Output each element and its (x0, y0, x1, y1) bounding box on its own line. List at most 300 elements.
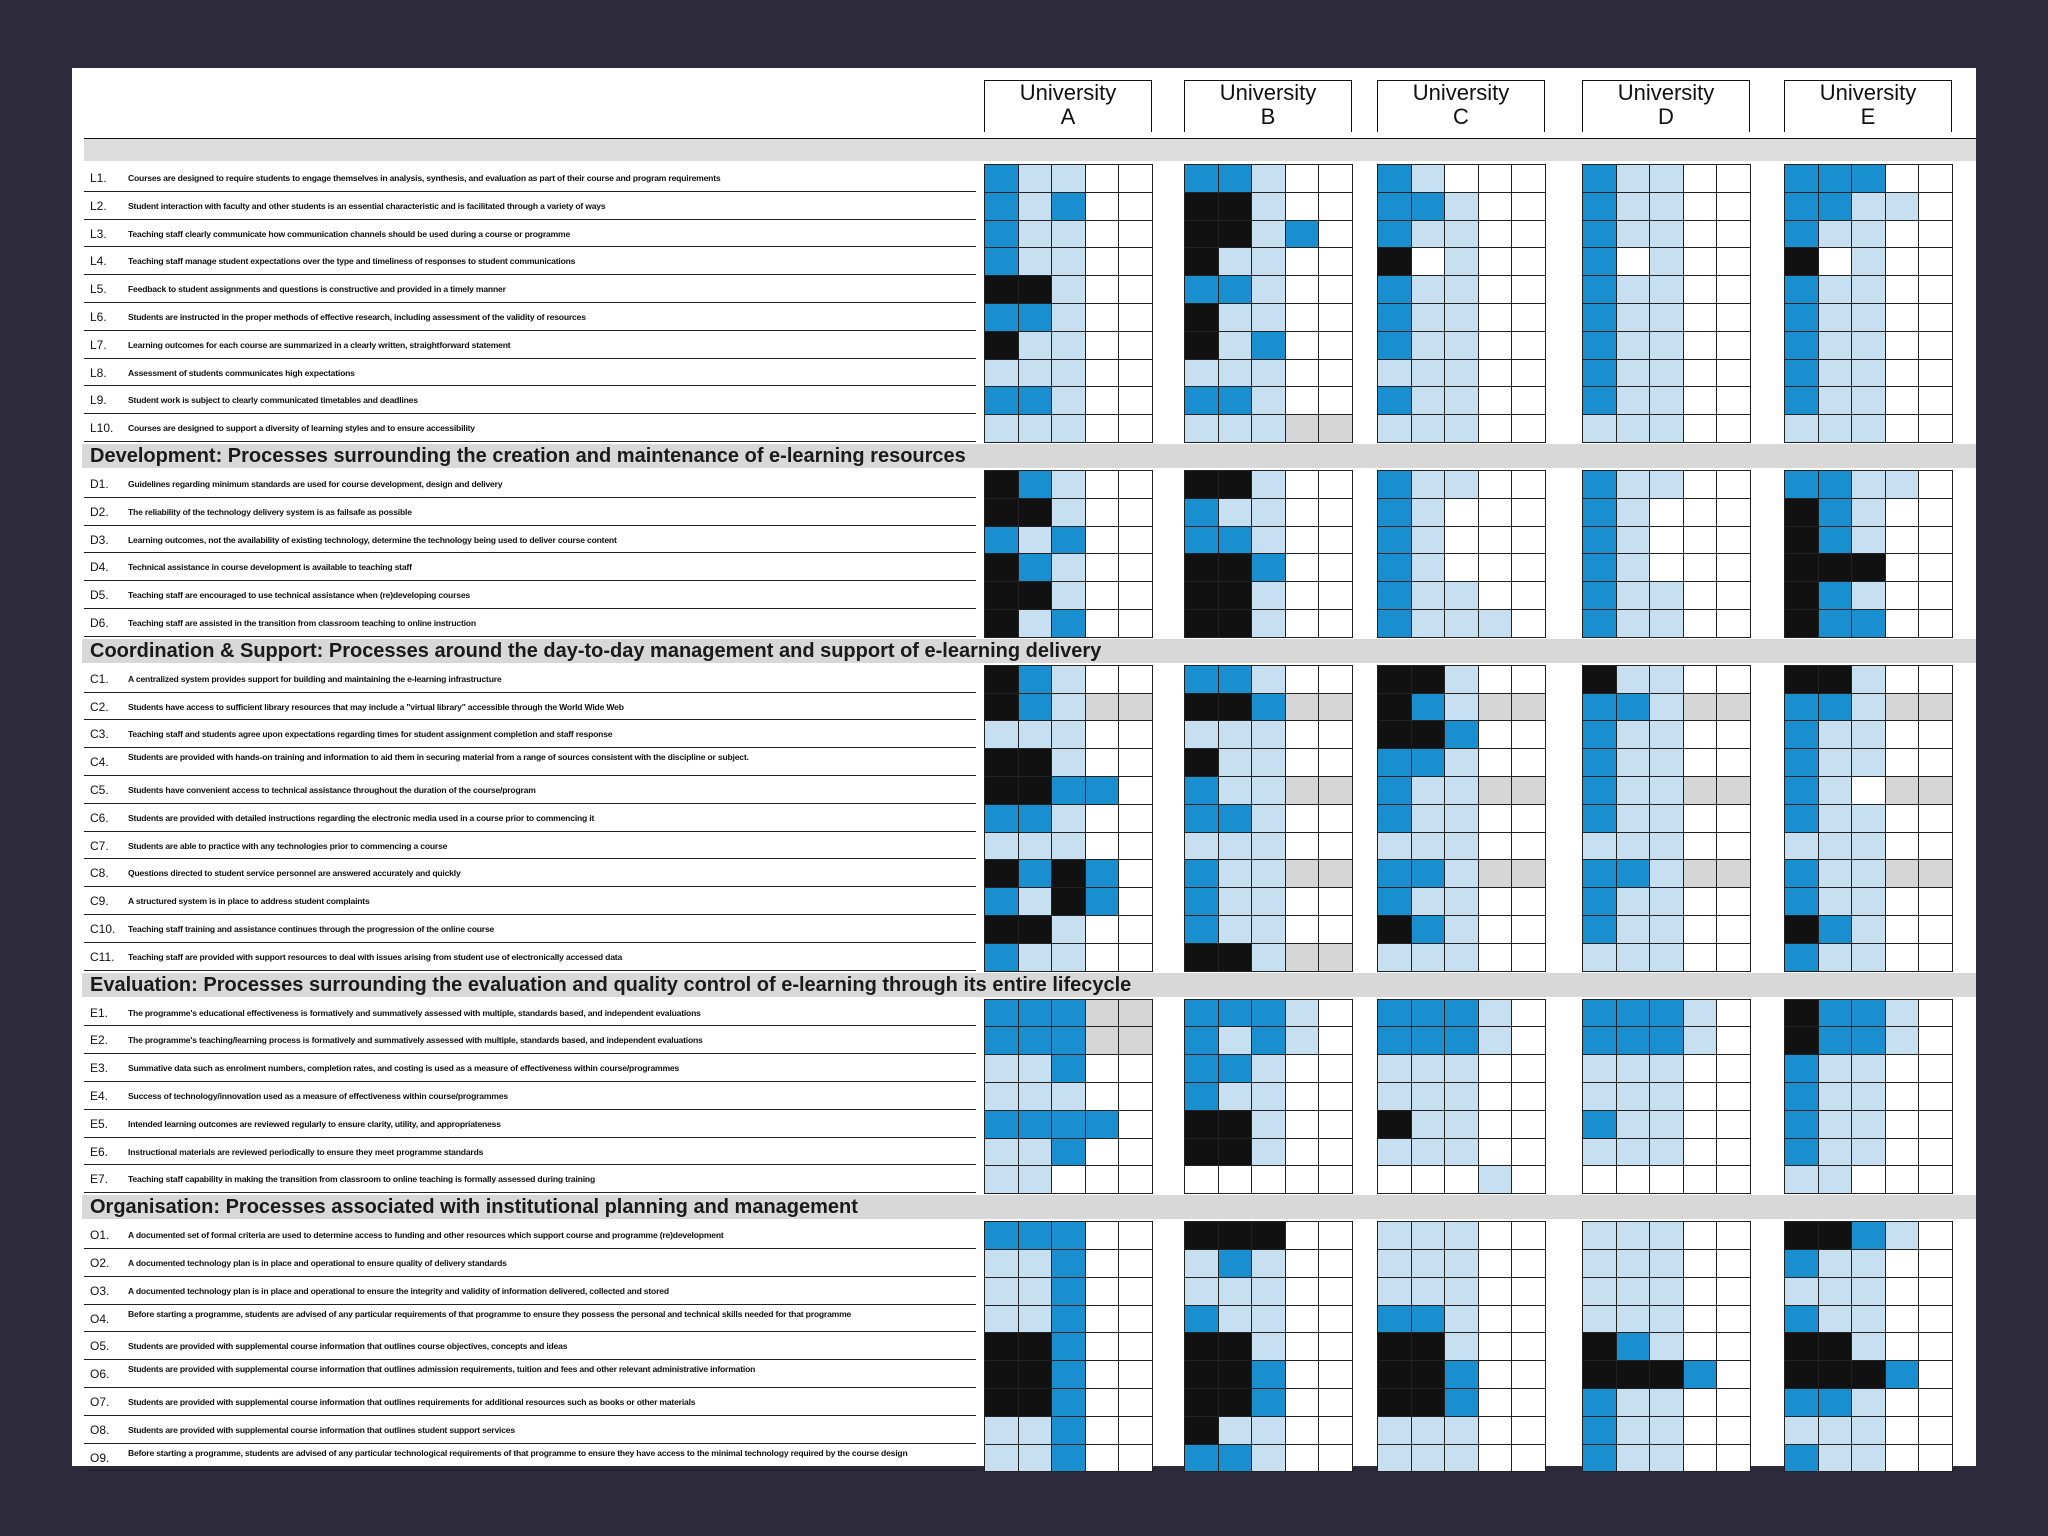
matrix-cell (1851, 498, 1886, 527)
matrix-cell (1616, 1026, 1651, 1055)
matrix-cell (984, 1416, 1019, 1445)
matrix-cell (1051, 776, 1086, 805)
matrix-cell (1616, 665, 1651, 694)
row-code: C7. (90, 838, 109, 853)
matrix-cell (1918, 887, 1953, 916)
matrix-cell (1511, 1221, 1546, 1250)
matrix-cell (1582, 943, 1617, 972)
matrix-cell (1051, 1165, 1086, 1194)
matrix-cell (1285, 665, 1320, 694)
matrix-cell (1784, 1416, 1819, 1445)
matrix-cell (1318, 1332, 1353, 1361)
matrix-cell (1085, 859, 1120, 888)
matrix-cell (1649, 1249, 1684, 1278)
matrix-cell (1118, 1082, 1153, 1111)
row-criterion-text: Teaching staff are provided with support resources to deal with issues arising from student use of electronically accessed data (128, 951, 623, 962)
matrix-cell (1318, 693, 1353, 722)
matrix-cell (1318, 1388, 1353, 1417)
matrix-cell (1649, 526, 1684, 555)
matrix-cell (1818, 1305, 1853, 1334)
row-code: D6. (90, 616, 109, 630)
matrix-cell (1411, 1110, 1446, 1139)
matrix-cell (1582, 1277, 1617, 1306)
matrix-cell (1411, 665, 1446, 694)
row-criterion-text: The programme's educational effectiveness is formatively and summatively assessed with multiple, standards based, and independent evaluations (128, 1007, 701, 1018)
matrix-cell (1411, 832, 1446, 861)
matrix-cell (1085, 1444, 1120, 1473)
matrix-cell (1184, 1416, 1219, 1445)
matrix-cell (1851, 1054, 1886, 1083)
matrix-cell (1411, 553, 1446, 582)
matrix-cell (984, 1165, 1019, 1194)
row-code: E1. (90, 1005, 109, 1020)
matrix-cell (1478, 1360, 1513, 1389)
matrix-cell (1851, 1110, 1886, 1139)
row-code: E6. (90, 1144, 109, 1159)
matrix-cell (1683, 609, 1718, 638)
matrix-cell (1784, 1249, 1819, 1278)
row-code: C9. (90, 894, 109, 909)
row-criterion-text: Teaching staff capability in making the transition from classroom to online teaching is formally assessed during training (128, 1174, 596, 1185)
matrix-cell (1918, 720, 1953, 749)
matrix-cell (1851, 581, 1886, 610)
matrix-cell (1818, 526, 1853, 555)
matrix-cell (1616, 804, 1651, 833)
row-code: C3. (90, 727, 109, 742)
matrix-cell (1411, 1054, 1446, 1083)
matrix-cell (1411, 859, 1446, 888)
matrix-cell (1318, 303, 1353, 332)
matrix-cell (1683, 887, 1718, 916)
matrix-cell (1184, 776, 1219, 805)
matrix-cell (1085, 693, 1120, 722)
matrix-cell (1918, 470, 1953, 499)
matrix-cell (984, 1332, 1019, 1361)
matrix-cell (1582, 220, 1617, 249)
matrix-cell (984, 470, 1019, 499)
matrix-cell (1085, 275, 1120, 304)
row-criterion-text: A documented set of formal criteria are used to determine access to funding and other resources which support course and programme (re)development (128, 1230, 724, 1241)
matrix-cell (1218, 1388, 1253, 1417)
matrix-cell (1285, 303, 1320, 332)
matrix-cell (1118, 1249, 1153, 1278)
row-criterion-text: Before starting a programme, students are advised of any particular requirements of that programme to ensure they possess the personal and technical skills needed for that programme (128, 1308, 852, 1319)
matrix-cell (1784, 1332, 1819, 1361)
matrix-cell (1818, 581, 1853, 610)
matrix-cell (1683, 859, 1718, 888)
matrix-cell (1411, 470, 1446, 499)
row-code: D3. (90, 532, 109, 547)
matrix-cell (1918, 164, 1953, 193)
matrix-cell (1051, 1110, 1086, 1139)
matrix-cell (984, 1082, 1019, 1111)
matrix-cell (1444, 943, 1479, 972)
matrix-cell (1784, 804, 1819, 833)
matrix-cell (1582, 1416, 1617, 1445)
row-criterion-text: Teaching staff and students agree upon expectations regarding times for student assignment completion and staff response (128, 729, 613, 740)
matrix-cell (1444, 1138, 1479, 1167)
matrix-cell (1511, 1277, 1546, 1306)
matrix-cell (1582, 303, 1617, 332)
matrix-cell (1377, 1277, 1412, 1306)
matrix-cell (1377, 303, 1412, 332)
matrix-cell (1716, 1444, 1751, 1473)
matrix-cell (1118, 776, 1153, 805)
matrix-cell (1478, 303, 1513, 332)
matrix-cell (1478, 609, 1513, 638)
matrix-cell (1411, 1332, 1446, 1361)
matrix-cell (1285, 1165, 1320, 1194)
matrix-cell (1582, 470, 1617, 499)
matrix-cell (1478, 470, 1513, 499)
matrix-cell (1683, 693, 1718, 722)
row-code: O9. (90, 1450, 110, 1465)
matrix-cell (1118, 470, 1153, 499)
matrix-cell (1444, 1388, 1479, 1417)
row-divider (84, 219, 976, 220)
matrix-cell (1649, 1444, 1684, 1473)
matrix-cell (984, 220, 1019, 249)
matrix-cell (1411, 1360, 1446, 1389)
matrix-cell (1318, 887, 1353, 916)
matrix-cell (1285, 1332, 1320, 1361)
matrix-cell (1218, 220, 1253, 249)
matrix-cell (1716, 1138, 1751, 1167)
matrix-cell (1716, 164, 1751, 193)
matrix-cell (1851, 526, 1886, 555)
matrix-cell (1716, 804, 1751, 833)
matrix-cell (1716, 1388, 1751, 1417)
matrix-cell (1649, 915, 1684, 944)
matrix-cell (1218, 1416, 1253, 1445)
matrix-cell (1851, 359, 1886, 388)
matrix-cell (1184, 414, 1219, 443)
matrix-cell (1851, 720, 1886, 749)
matrix-cell (1511, 776, 1546, 805)
matrix-cell (1716, 665, 1751, 694)
matrix-cell (1218, 804, 1253, 833)
matrix-cell (1377, 748, 1412, 777)
matrix-cell (1218, 1026, 1253, 1055)
matrix-cell (1478, 915, 1513, 944)
matrix-cell (1184, 1360, 1219, 1389)
matrix-cell (1285, 1026, 1320, 1055)
matrix-cell (1649, 275, 1684, 304)
matrix-cell (1649, 1332, 1684, 1361)
matrix-cell (1285, 275, 1320, 304)
matrix-cell (1018, 164, 1053, 193)
matrix-cell (1885, 1138, 1920, 1167)
matrix-cell (1649, 414, 1684, 443)
row-criterion-text: Teaching staff training and assistance continues through the progression of the online course (128, 924, 495, 934)
matrix-cell (1444, 553, 1479, 582)
matrix-cell (1285, 1082, 1320, 1111)
matrix-cell (1051, 220, 1086, 249)
matrix-cell (1411, 331, 1446, 360)
matrix-cell (1478, 526, 1513, 555)
matrix-cell (1018, 275, 1053, 304)
matrix-cell (1851, 192, 1886, 221)
row-code: C11. (90, 949, 115, 964)
row-criterion-text: Students are provided with detailed instructions regarding the electronic media used in a course prior to commencing it (128, 812, 595, 823)
matrix-cell (1818, 331, 1853, 360)
row-divider (84, 1248, 976, 1249)
matrix-cell (1818, 1332, 1853, 1361)
matrix-cell (1818, 1026, 1853, 1055)
matrix-cell (1818, 1054, 1853, 1083)
matrix-cell (1851, 1305, 1886, 1334)
matrix-cell (1377, 414, 1412, 443)
row-divider (84, 497, 976, 498)
matrix-cell (1784, 1165, 1819, 1194)
matrix-cell (1377, 609, 1412, 638)
matrix-cell (1444, 832, 1479, 861)
matrix-cell (1918, 1416, 1953, 1445)
matrix-cell (1444, 1026, 1479, 1055)
matrix-cell (1251, 915, 1286, 944)
matrix-cell (1885, 247, 1920, 276)
matrix-cell (1118, 1305, 1153, 1334)
matrix-cell (1716, 693, 1751, 722)
matrix-cell (1085, 609, 1120, 638)
matrix-cell (1784, 1026, 1819, 1055)
matrix-cell (1511, 609, 1546, 638)
matrix-cell (1118, 1332, 1153, 1361)
matrix-cell (1511, 498, 1546, 527)
matrix-cell (1377, 275, 1412, 304)
matrix-cell (1885, 164, 1920, 193)
row-divider (84, 886, 976, 887)
matrix-cell (1184, 1332, 1219, 1361)
matrix-cell (1118, 303, 1153, 332)
matrix-cell (1118, 1165, 1153, 1194)
matrix-cell (1649, 943, 1684, 972)
matrix-cell (1444, 804, 1479, 833)
matrix-cell (1918, 1054, 1953, 1083)
matrix-cell (1218, 859, 1253, 888)
matrix-cell (1444, 414, 1479, 443)
matrix-cell (1051, 581, 1086, 610)
matrix-cell (1051, 1082, 1086, 1111)
matrix-cell (1683, 999, 1718, 1028)
matrix-cell (1851, 164, 1886, 193)
matrix-cell (1285, 1305, 1320, 1334)
matrix-cell (1251, 1026, 1286, 1055)
matrix-cell (1582, 859, 1617, 888)
matrix-cell (1051, 832, 1086, 861)
row-criterion-text: A centralized system provides support for building and maintaining the e-learning infrastructure (128, 673, 502, 684)
matrix-cell (1285, 999, 1320, 1028)
matrix-cell (1784, 1110, 1819, 1139)
matrix-cell (1377, 1138, 1412, 1167)
matrix-cell (1649, 1360, 1684, 1389)
matrix-cell (1918, 1082, 1953, 1111)
row-code: L10. (90, 421, 114, 436)
matrix-cell (1784, 1305, 1819, 1334)
matrix-cell (1444, 164, 1479, 193)
matrix-cell (1251, 359, 1286, 388)
matrix-cell (1683, 1416, 1718, 1445)
matrix-cell (1885, 498, 1920, 527)
matrix-cell (1251, 1388, 1286, 1417)
matrix-cell (1784, 1082, 1819, 1111)
matrix-cell (1444, 498, 1479, 527)
matrix-cell (1184, 1277, 1219, 1306)
matrix-cell (1085, 247, 1120, 276)
matrix-cell (1851, 1388, 1886, 1417)
matrix-cell (1784, 414, 1819, 443)
matrix-cell (1885, 859, 1920, 888)
matrix-cell (984, 887, 1019, 916)
matrix-cell (1118, 414, 1153, 443)
row-divider (84, 636, 976, 637)
matrix-cell (984, 247, 1019, 276)
matrix-cell (1885, 943, 1920, 972)
matrix-cell (1251, 1305, 1286, 1334)
matrix-cell (1444, 1082, 1479, 1111)
matrix-cell (1683, 1305, 1718, 1334)
matrix-cell (1444, 915, 1479, 944)
matrix-cell (1918, 609, 1953, 638)
row-criterion-text: Teaching staff manage student expectations over the type and timeliness of responses to student communications (128, 256, 576, 267)
matrix-cell (1285, 1221, 1320, 1250)
matrix-cell (1582, 581, 1617, 610)
row-criterion-text: Courses are designed to require students to engage themselves in analysis, synthesis, and evaluation as part of their course and program requirements (128, 173, 721, 183)
matrix-cell (1918, 526, 1953, 555)
matrix-cell (1285, 1277, 1320, 1306)
matrix-cell (1818, 665, 1853, 694)
matrix-cell (1051, 720, 1086, 749)
matrix-cell (1784, 275, 1819, 304)
matrix-cell (1784, 887, 1819, 916)
matrix-cell (1885, 693, 1920, 722)
matrix-cell (1478, 832, 1513, 861)
matrix-cell (1851, 414, 1886, 443)
matrix-cell (1478, 1416, 1513, 1445)
matrix-cell (1218, 887, 1253, 916)
matrix-cell (1478, 1165, 1513, 1194)
matrix-cell (1444, 331, 1479, 360)
matrix-cell (1885, 526, 1920, 555)
matrix-cell (1118, 1054, 1153, 1083)
row-code: E7. (90, 1172, 109, 1187)
matrix-cell (1616, 1305, 1651, 1334)
matrix-cell (1511, 386, 1546, 415)
matrix-cell (1285, 720, 1320, 749)
matrix-cell (1649, 581, 1684, 610)
matrix-cell (1444, 1444, 1479, 1473)
matrix-cell (1582, 1082, 1617, 1111)
matrix-cell (1377, 1416, 1412, 1445)
matrix-cell (1085, 192, 1120, 221)
matrix-cell (1251, 581, 1286, 610)
row-code: L9. (90, 393, 107, 408)
matrix-cell (1649, 887, 1684, 916)
matrix-cell (1818, 804, 1853, 833)
matrix-cell (1318, 859, 1353, 888)
matrix-cell (1251, 303, 1286, 332)
matrix-cell (1784, 359, 1819, 388)
matrix-cell (1018, 915, 1053, 944)
matrix-cell (1251, 1082, 1286, 1111)
matrix-cell (1885, 832, 1920, 861)
matrix-cell (1851, 915, 1886, 944)
matrix-cell (1218, 581, 1253, 610)
row-divider (84, 441, 976, 442)
matrix-cell (1318, 359, 1353, 388)
row-divider (84, 1276, 976, 1277)
matrix-cell (1184, 943, 1219, 972)
matrix-cell (1582, 804, 1617, 833)
matrix-cell (1184, 359, 1219, 388)
matrix-cell (1885, 192, 1920, 221)
matrix-cell (1918, 1110, 1953, 1139)
matrix-cell (1411, 776, 1446, 805)
matrix-cell (1085, 804, 1120, 833)
row-divider (84, 1053, 976, 1054)
matrix-cell (984, 1360, 1019, 1389)
matrix-cell (1444, 609, 1479, 638)
row-divider (84, 1387, 976, 1388)
matrix-cell (1318, 470, 1353, 499)
matrix-cell (1683, 1444, 1718, 1473)
matrix-cell (1018, 804, 1053, 833)
matrix-cell (1318, 192, 1353, 221)
matrix-cell (1784, 192, 1819, 221)
matrix-cell (1851, 275, 1886, 304)
matrix-cell (1218, 553, 1253, 582)
university-header-line1: University (1617, 80, 1715, 105)
matrix-cell (1285, 498, 1320, 527)
matrix-cell (1018, 526, 1053, 555)
matrix-cell (1478, 999, 1513, 1028)
matrix-cell (1885, 1110, 1920, 1139)
matrix-cell (1784, 331, 1819, 360)
matrix-cell (1649, 470, 1684, 499)
matrix-cell (1683, 1360, 1718, 1389)
matrix-cell (1018, 720, 1053, 749)
matrix-cell (1018, 581, 1053, 610)
matrix-cell (1411, 386, 1446, 415)
matrix-cell (1377, 915, 1412, 944)
matrix-cell (1582, 192, 1617, 221)
matrix-cell (1251, 526, 1286, 555)
matrix-cell (1784, 247, 1819, 276)
matrix-cell (1444, 303, 1479, 332)
matrix-cell (1051, 470, 1086, 499)
matrix-cell (1716, 720, 1751, 749)
university-header-line1: University (1019, 80, 1117, 105)
matrix-cell (1051, 999, 1086, 1028)
matrix-cell (1784, 1221, 1819, 1250)
matrix-cell (1285, 1444, 1320, 1473)
matrix-cell (984, 720, 1019, 749)
matrix-cell (1218, 1444, 1253, 1473)
matrix-cell (1285, 776, 1320, 805)
matrix-cell (1184, 804, 1219, 833)
matrix-cell (1184, 553, 1219, 582)
matrix-cell (1285, 359, 1320, 388)
matrix-cell (1218, 275, 1253, 304)
matrix-cell (1018, 1082, 1053, 1111)
matrix-cell (1444, 1360, 1479, 1389)
matrix-cell (1885, 359, 1920, 388)
matrix-cell (1285, 386, 1320, 415)
matrix-cell (1411, 943, 1446, 972)
matrix-cell (1051, 693, 1086, 722)
matrix-cell (1918, 247, 1953, 276)
matrix-cell (1018, 1416, 1053, 1445)
